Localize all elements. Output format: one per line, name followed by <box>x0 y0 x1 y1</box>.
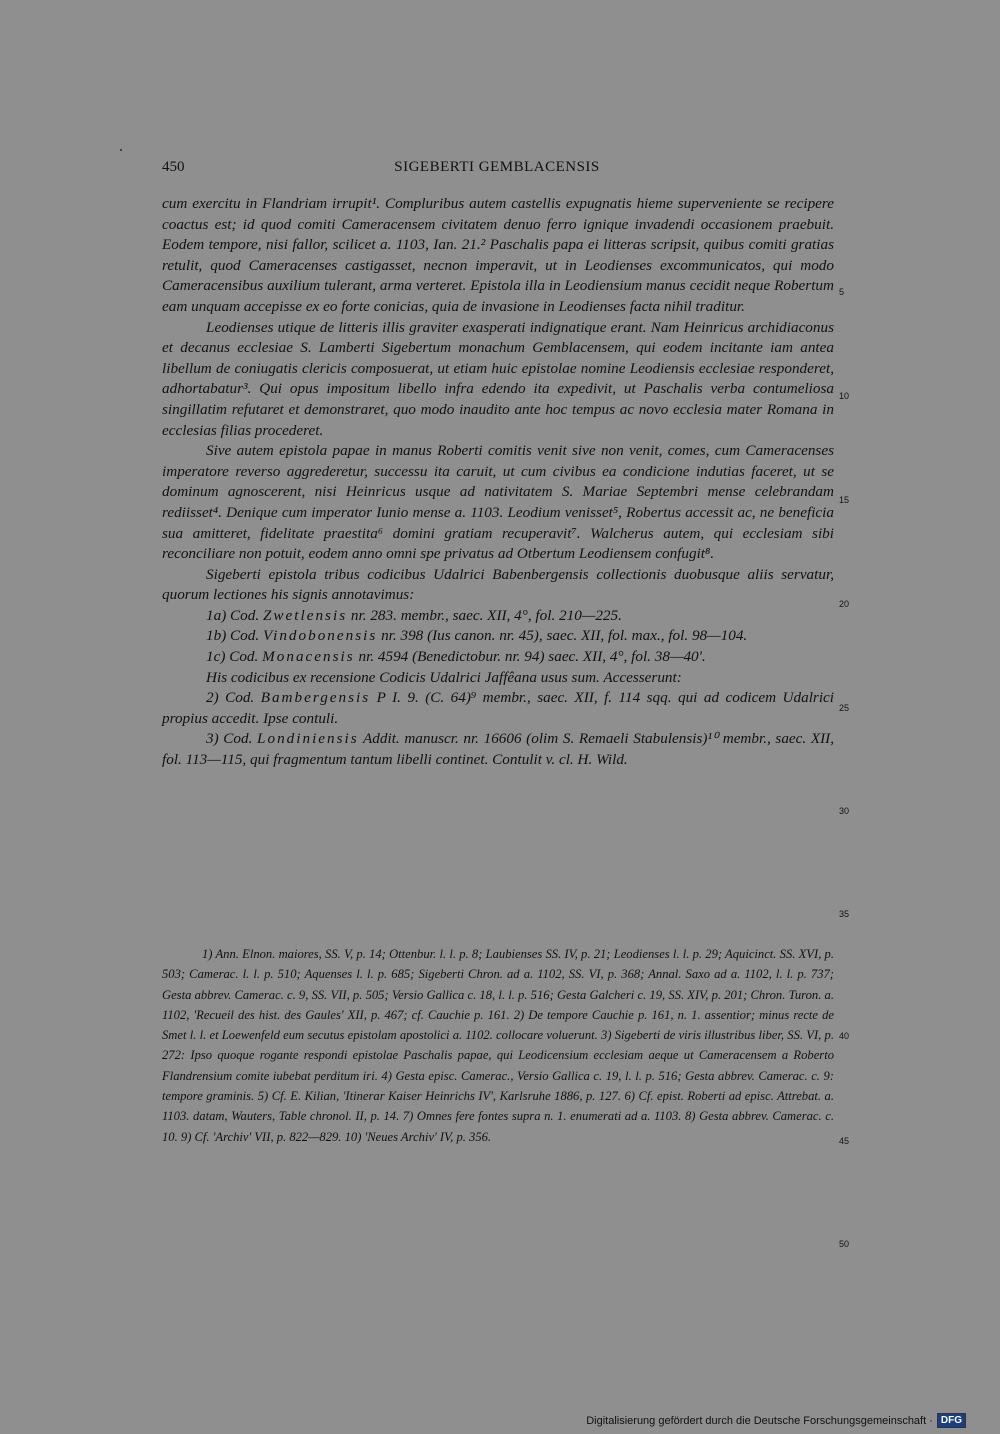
line-number: 10 <box>839 391 850 401</box>
scan-speck <box>120 149 122 151</box>
codex-1c <box>162 647 834 668</box>
line-number: 30 <box>839 806 850 816</box>
footer <box>586 1413 966 1428</box>
codex-name: Bambergensis <box>260 689 371 707</box>
codex-name: Zwetlensis <box>262 606 348 624</box>
line-number: 45 <box>839 1136 850 1146</box>
codex-siglum: 2) <box>206 689 219 707</box>
codex-siglum: 1c) <box>206 648 226 666</box>
codex-prefix: Cod. <box>230 606 260 624</box>
codex-description: P I. 9. (C. 64)⁹ membr., saec. XII, f. 114 sqq. qui ad codicem Udalrici propius accedit. Ipse contuli. <box>162 689 834 727</box>
codices-note: His codicibus ex recensione Codicis Udalrici Jaffêana usus sum. Accesserunt: <box>206 668 682 686</box>
paragraph-2: Leodienses utique de litteris illis graviter exasperati indignatique erant. Nam Heinricus archidiaconus et decanus ecclesiae S. Lamberti Sigebertum monachum Gemblacensem, qui eodem incitante iam antea libellum de coniugatis clericis composuerat, ut etiam huic epistolae nomine Leodiensis ecclesiae responderet, adhortabatur³. Qui opus impositum libello infra edendo ita expedivit, ut Paschalis verba contumeliosa singillatim refutaret et demonstraret, quo modo inaudito ante hoc tempus ac novo ecclesia mater Romana in ecclesias filias procederet. <box>162 318 834 439</box>
main-text <box>162 194 834 771</box>
codex-description: Addit. manuscr. nr. 16606 (olim S. Remaeli Stabulensis)¹⁰ membr., saec. XII, fol. 113—115, qui fragmentum tantum libelli continet. Contulit v. cl. H. Wild. <box>162 730 835 769</box>
codex-name: Monacensis <box>262 648 355 666</box>
page-number: 450 <box>162 159 185 175</box>
codex-description: nr. 4594 (Benedictobur. nr. 94) saec. XII, 4°, fol. 38—40'. <box>358 648 706 666</box>
line-number: 15 <box>839 495 850 505</box>
codex-siglum: 3) <box>206 730 219 748</box>
codex-siglum: 1a) <box>206 606 227 624</box>
line-number: 5 <box>839 287 845 297</box>
running-title: SIGEBERTI GEMBLACENSIS <box>394 159 600 175</box>
codex-description: nr. 283. membr., saec. XII, 4°, fol. 210—225. <box>350 606 622 624</box>
codex-2 <box>162 688 834 729</box>
line-number: 25 <box>839 703 850 713</box>
codex-prefix: Cod. <box>229 648 259 666</box>
page-header <box>162 159 832 179</box>
codex-prefix: Cod. <box>223 730 253 748</box>
paragraph-4: Sigeberti epistola tribus codicibus Udalrici Babenbergensis collectionis duobusque aliis servatur, quorum lectiones his signis annotavimus: <box>162 565 834 604</box>
funding-credit: Digitalisierung gefördert durch die Deutsche Forschungsgemeinschaft · <box>586 1414 933 1427</box>
codex-1a <box>162 606 834 627</box>
line-number: 50 <box>839 1239 850 1249</box>
line-number: 20 <box>839 599 850 609</box>
codex-3 <box>162 729 834 770</box>
line-number: 40 <box>839 1031 850 1041</box>
codex-1b <box>162 626 834 647</box>
codex-name: Londiniensis <box>257 730 359 748</box>
codex-description: nr. 398 (Ius canon. nr. 45), saec. XII, fol. max., fol. 98—104. <box>381 627 748 645</box>
line-number: 35 <box>839 909 850 919</box>
footnotes: 1) Ann. Elnon. maiores, SS. V, p. 14; Ottenbur. l. l. p. 8; Laubienses SS. IV, p. 21; Leodienses l. l. p. 29; Aquicinct. SS. XVI, p. 503; Camerac. l. l. p. 510; Aquenses l. l. p. 685; Sigeberti Chron. ad a. 1102, SS. VI, p. 368; Annal. Saxo ad a. 1102, l. l. p. 737; Gesta abbrev. Camerac. c. 9, SS. VII, p. 505; Versio Gallica c. 18, l. l. p. 516; Gesta Galcheri c. 19, SS. XIV, p. 201; Chron. Turon. a. 1102, 'Recueil des hist. des Gaules' XII, p. 467; cf. Cauchie p. 161. 2) De tempore Cauchie p. 161, n. 1. assentior; minus recte de Smet l. l. et Loewenfeld eum secutus epistolam apostolici a. 1102. collocare voluerunt. 3) Sigeberti de viris illustribus liber, SS. VI, p. 272: Ipso quoque rogante respondi epistolae Paschalis papae, qui Leodicensium ecclesiam aeque ut Cameracensem a Roberto Flandrensium comite iubebat perditum iri. 4) Gesta episc. Camerac., Versio Gallica c. 19, l. l. p. 516; Gesta abbrev. Camerac. c. 9: tempore graminis. 5) Cf. E. Kilian, 'Itinerar Kaiser Heinrichs IV', Karlsruhe 1886, p. 127. 6) Cf. epist. Roberti ad episc. Attrebat. a. 1103. datam, Wauters, Table chronol. II, p. 14. 7) Omnes fere fontes supra n. 1. enumerati ad a. 1103. 8) Gesta abbrev. Camerac. c. 10. 9) Cf. 'Archiv' VII, p. 822—829. 10) 'Neues Archiv' IV, p. 356. <box>162 947 834 1144</box>
paragraph-1: cum exercitu in Flandriam irrupit¹. Compluribus autem castellis expugnatis hieme superveniente se recipere coactus est; id quod comiti Cameracensem civitatem denuo ferro ignique invadendi occasionem praebuit. Eodem tempore, nisi fallor, scilicet a. 1103, Ian. 21.² Paschalis papa ei litteras scripsit, quibus comiti gratias retulit, quod Cameracenses castigasset, necnon imperavit, ut in Leodienses excommunicatos, qui modo Cameracensibus auxilium tulerant, arma verteret. Epistola illa in Leodiensium manus cecidit neque Robertum eam unquam accepisse ex eo forte conicias, quia de invasione in Leodienses facta nihil traditur. <box>162 195 834 315</box>
codex-name: Vindobonensis <box>262 627 378 645</box>
dfg-logo: DFG <box>937 1413 966 1428</box>
codex-prefix: Cod. <box>230 627 260 645</box>
codex-siglum: 1b) <box>206 627 227 645</box>
paragraph-3: Sive autem epistola papae in manus Roberti comitis venit sive non venit, comes, cum Cameracenses imperatore reverso aggrederetur, successu ita caruit, ut cum civibus ea condicione indutias faceret, ut se dominum agnoscerent, nisi Heinricus usque ad nativitatem S. Mariae Septembri mense celebrandam rediisset⁴. Denique cum imperator Iunio mense a. 1103. Leodium venisset⁵, Robertus accessit ac, ne beneficia sua amitteret, fidelitate praestita⁶ domini gratiam recuperavit⁷. Walcherus autem, qui ecclesiam sibi reconciliare non potuit, eodem anno omni spe privatus ad Otbertum Leodiensem confugit⁸. <box>162 442 834 563</box>
codex-prefix: Cod. <box>225 689 255 707</box>
